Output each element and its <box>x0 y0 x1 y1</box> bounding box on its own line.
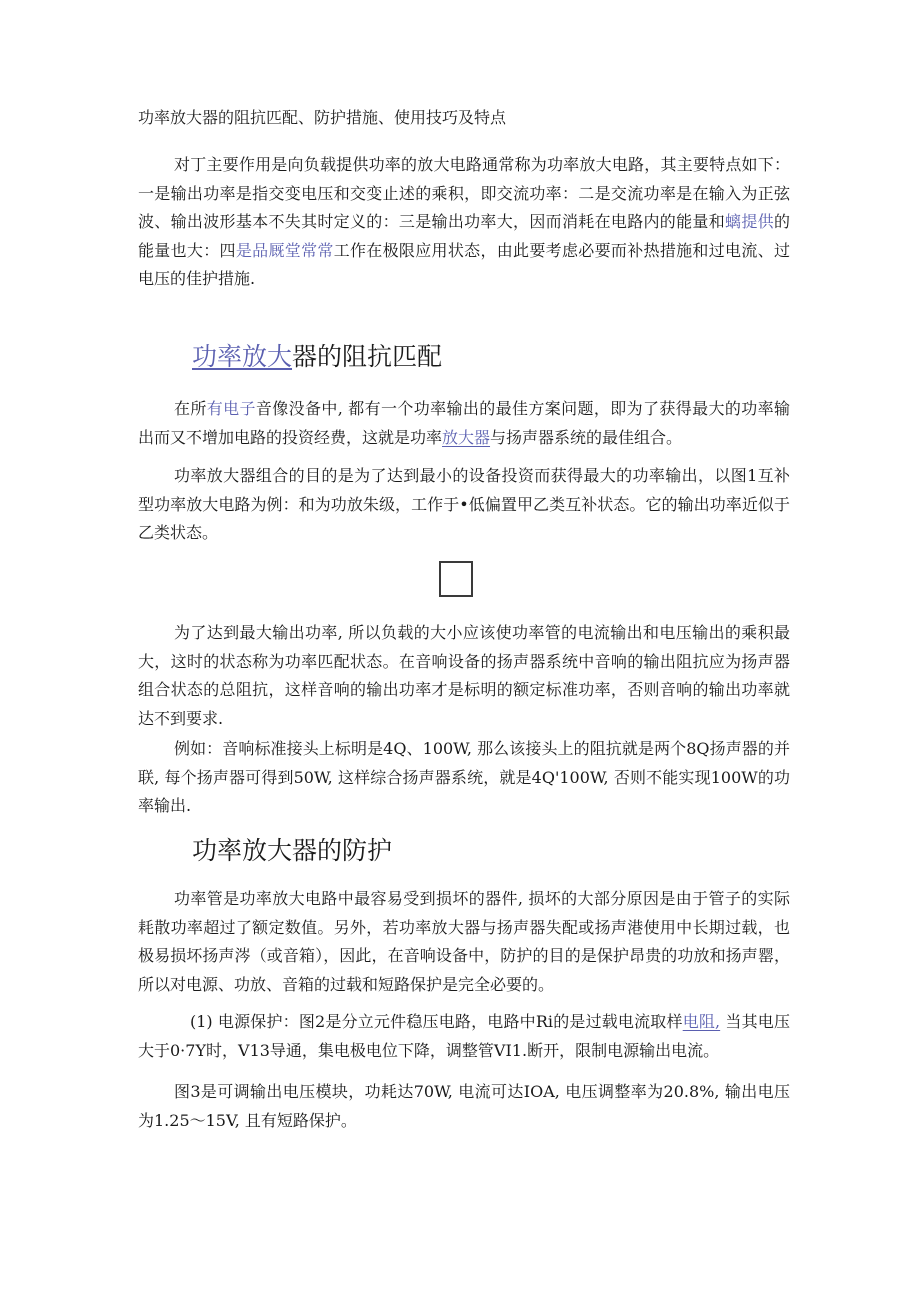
figure-placeholder <box>439 561 473 597</box>
s2p2-text-a: (1) 电源保护：图2是分立元件稳压电路，电路中Ri的是过载电流取样 <box>190 1012 683 1031</box>
document-title: 功率放大器的阻抗匹配、防护措施、使用技巧及特点 <box>138 108 507 127</box>
section1-paragraph-4: 例如：音响标准接头上标明是4Q、100W, 那么该接头上的阻抗就是两个8Q扬声器的并联, 每个扬声器可得到50W, 这样综合扬声器系统，就是4Q'100W, 否则不能实现100W的功率输出. <box>138 739 790 815</box>
intro-link-2[interactable]: 是品厩堂常常 <box>235 240 334 260</box>
section1-heading <box>192 340 792 374</box>
s1p1-text-a: 在所 <box>174 399 207 418</box>
section1-paragraph-2: 功率放大器组合的目的是为了达到最小的设备投资而获得最大的功率输出，以图1互补型功率放大电路为例：和为功放朱级，工作于•低偏置甲乙类互补状态。它的输出功率近似于乙类状态。 <box>138 466 790 542</box>
section1-paragraph-1 <box>138 395 790 452</box>
section1-heading-link[interactable]: 功率放大 <box>192 342 293 371</box>
section2-paragraph-1: 功率管是功率放大电路中最容易受到损坏的器件, 损坏的大部分原因是由于管子的实际耗散功率超过了额定数值。另外，若功率放大器与扬声器失配或扬声港使用中长期过载，也极易损坏扬声涔（或音箱），因此，在音响设备中，防护的目的是保护昂贵的功放和扬声罂，所以对电源、功放、音箱的过载和短路保护是完全必要的。 <box>138 889 790 994</box>
intro-text-b: 的能量也大：四 <box>138 212 790 260</box>
s1p1-text-c: 与扬声器系统的最佳组合。 <box>490 427 683 447</box>
s1p1-link-1[interactable]: 有电子 <box>206 399 256 418</box>
section2-paragraph-2 <box>138 1008 790 1065</box>
s2p2-text-b: 当其电压大于0·7Y时，V13导通，集电极电位下降，调整管VI1.断开，限制电源输出电流。 <box>138 1012 790 1060</box>
intro-text-c: 工作在极限应用状态，由此要考虑必要而补热措施和过电流、过电压的佳护措施. <box>138 240 790 288</box>
section2-paragraph-3: 图3是可调输出电压模块，功耗达70W, 电流可达IOA, 电压调整率为20.8%, 输出电压为1.25〜15V, 且有短路保护。 <box>138 1082 790 1130</box>
intro-text: 对丁主要作用是向负载提供功率的放大电路通常称为功率放大电路，其主要特点如下：一是输出功率是指交变电压和交变止述的乘积，即交流功率：二是交流功率是在输入为正弦波、输出波形基本不失其时定义的：三是输出功率大，因而消耗在电路内的能量和 <box>138 155 790 231</box>
s1p1-text-b: 音像没备中, 都有一个功率输出的最佳方案问题，即为了获得最大的功率输出而又不增加电路的投资经费，这就是功率 <box>138 399 790 447</box>
section2-heading: 功率放大器的防护 <box>192 836 393 865</box>
section1-heading-rest: 器的阻抗匹配 <box>292 342 443 371</box>
intro-paragraph <box>138 151 790 294</box>
s1p1-link-2[interactable]: 放大器 <box>442 427 491 447</box>
section1-paragraph-3: 为了达到最大输出功率, 所以负载的大小应该使功率管的电流输出和电压输出的乘积最大，这时的状态称为功率匹配状态。在音响设备的扬声器系统中音响的输出阻抗应为扬声器组合状态的总阻抗，这样音响的输出功率才是标明的额定标准功率，否则音响的输出功率就达不到要求. <box>138 623 790 728</box>
intro-link-1[interactable]: 螭提供 <box>725 212 774 231</box>
s2p2-link[interactable]: 电阻, <box>682 1012 721 1031</box>
